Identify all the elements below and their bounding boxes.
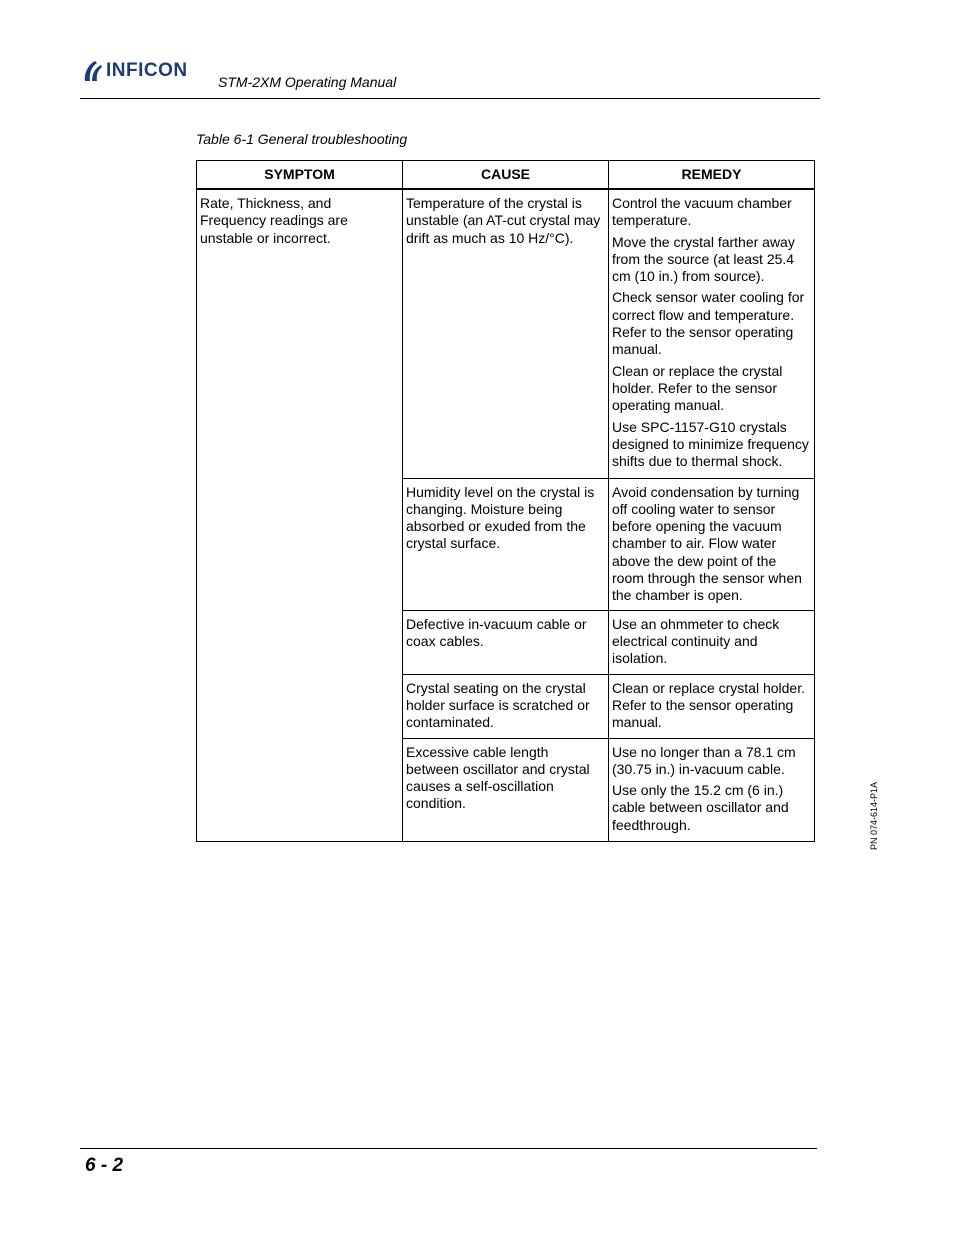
cause-text: Defective in-vacuum cable or coax cables.	[406, 615, 587, 649]
column-header-remedy: REMEDY	[609, 161, 815, 190]
remedy-text: Use only the 15.2 cm (6 in.) cable between oscillator and feedthrough.	[612, 782, 789, 833]
remedy-text: Move the crystal farther away from the source (at least 25.4 cm (10 in.) from source).	[612, 233, 795, 285]
table-header-row	[197, 161, 815, 190]
cause-text: Temperature of the crystal is unstable (an AT-cut crystal may drift as much as 10 Hz/°C).	[406, 195, 601, 246]
inficon-logo	[82, 58, 188, 84]
part-number: PN 074-614-P1A	[869, 781, 879, 850]
remedy-text: Use an ohmmeter to check electrical continuity and isolation.	[612, 615, 780, 667]
page-number: 6 - 2	[85, 1155, 124, 1176]
footer-divider	[80, 1148, 817, 1149]
remedy-cell	[609, 738, 815, 841]
symptom-text: Rate, Thickness, and Frequency readings are unstable or incorrect.	[200, 195, 348, 246]
cause-text: Crystal seating on the crystal holder surface is scratched or contaminated.	[406, 679, 590, 731]
remedy-text: Clean or replace the crystal holder. Refer to the sensor operating manual.	[612, 362, 783, 414]
remedy-text: Control the vacuum chamber temperature.	[612, 195, 792, 229]
cause-cell	[403, 674, 609, 738]
table-caption: Table 6-1 General troubleshooting	[196, 131, 408, 147]
remedy-text: Avoid condensation by turning off cooling water to sensor before opening the vacuum chamber to air. Flow water above the dew point of the room through the sensor when the chamber is open.	[612, 483, 802, 604]
remedy-cell	[609, 674, 815, 738]
column-header-symptom: SYMPTOM	[197, 161, 403, 190]
remedy-cell	[609, 478, 815, 610]
remedy-text: Use no longer than a 78.1 cm (30.75 in.) in-vacuum cable.	[612, 743, 796, 777]
manual-title: STM-2XM Operating Manual	[218, 74, 397, 90]
table-row	[197, 189, 815, 478]
remedy-text: Clean or replace crystal holder. Refer to the sensor operating manual.	[612, 679, 805, 731]
inficon-logo-icon	[82, 59, 104, 83]
brand-name: INFICON	[106, 60, 188, 81]
cause-cell	[403, 478, 609, 610]
cause-cell	[403, 738, 609, 841]
remedy-text: Check sensor water cooling for correct flow and temperature. Refer to the sensor operating manual.	[612, 289, 805, 358]
cause-cell	[403, 189, 609, 478]
remedy-text: Use SPC-1157-G10 crystals designed to minimize frequency shifts due to thermal shock.	[612, 418, 809, 470]
remedy-cell	[609, 189, 815, 478]
remedy-cell	[609, 610, 815, 674]
cause-text: Excessive cable length between oscillator and crystal causes a self-oscillation condition.	[406, 743, 590, 812]
symptom-cell	[197, 189, 403, 841]
column-header-cause: CAUSE	[403, 161, 609, 190]
cause-text: Humidity level on the crystal is changing. Moisture being absorbed or exuded from the crystal surface.	[406, 483, 595, 552]
header-divider	[80, 98, 820, 99]
troubleshooting-table	[196, 160, 815, 842]
cause-cell	[403, 610, 609, 674]
